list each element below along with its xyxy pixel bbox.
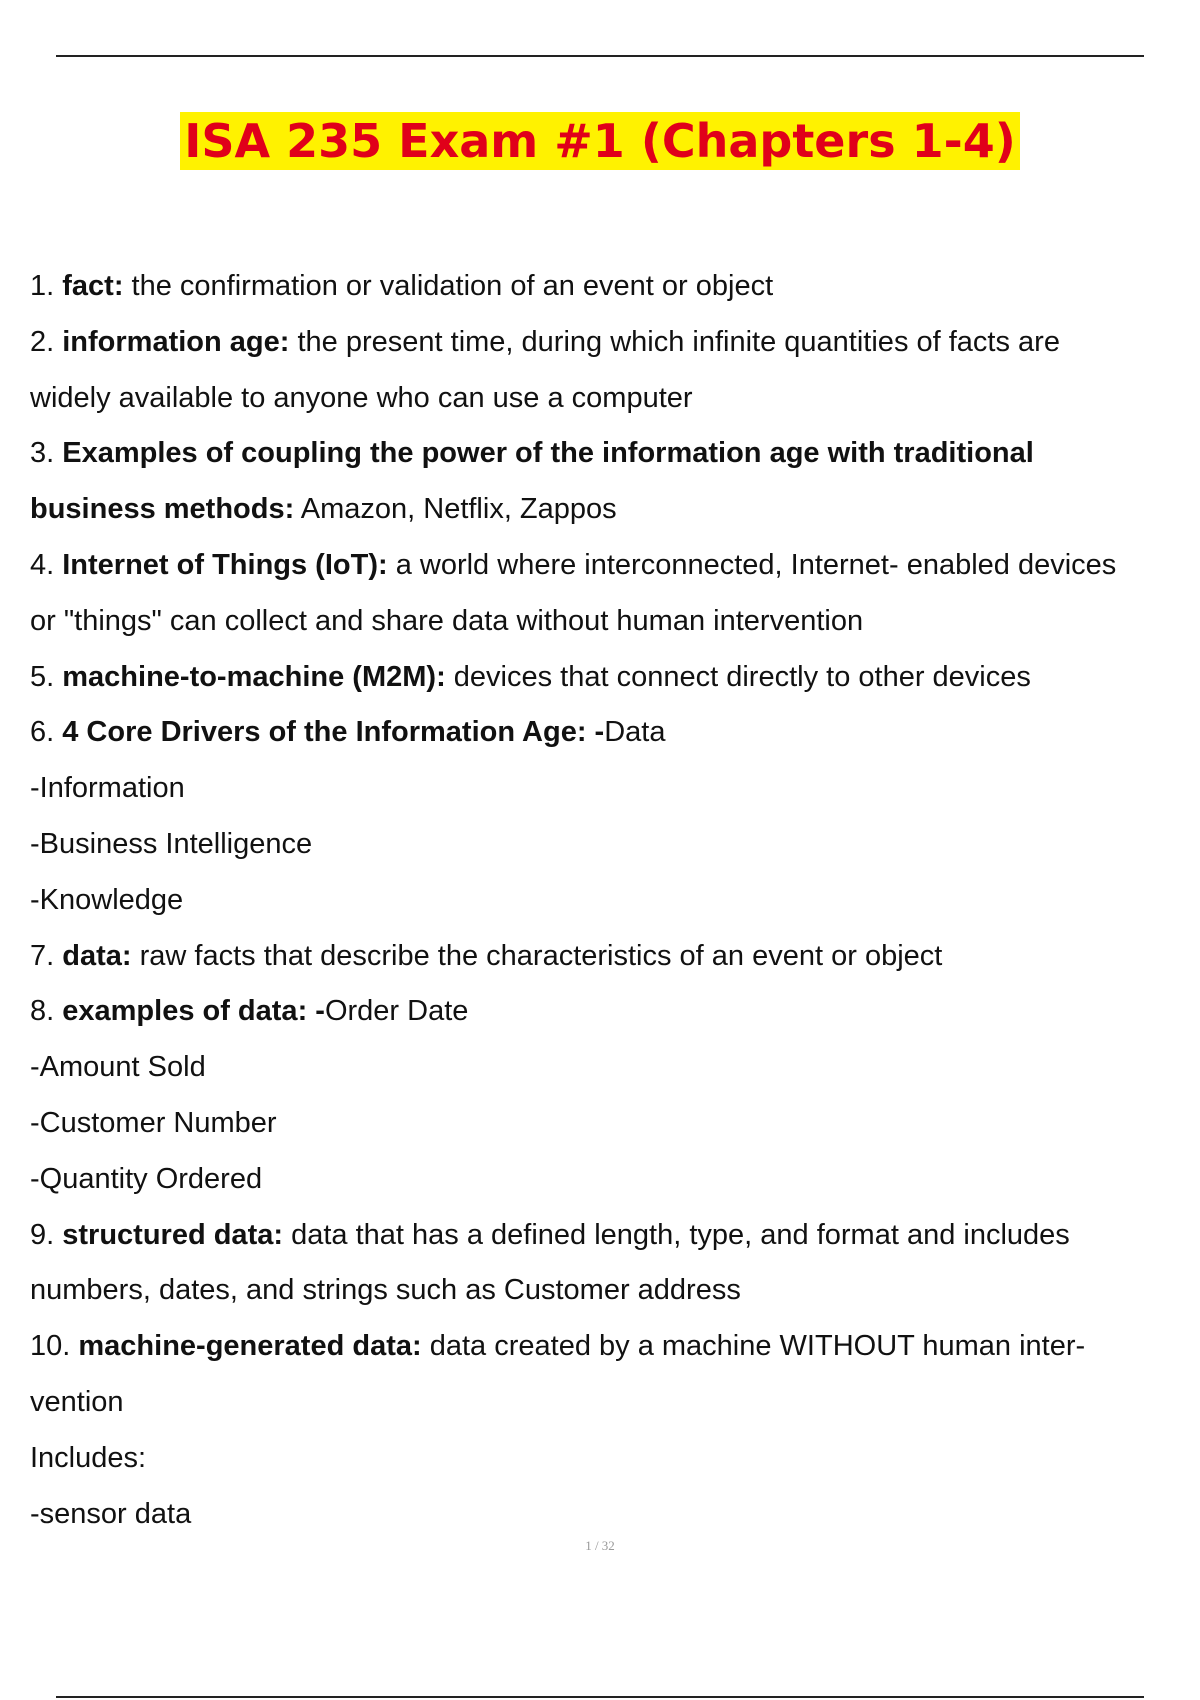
definition-text: -Customer Number (30, 1106, 277, 1139)
item-number: 6. (30, 716, 55, 749)
definition-text: devices that connect directly to other devices (453, 660, 1031, 693)
list-line (30, 705, 1190, 761)
bottom-rule (56, 1696, 1144, 1698)
definition-text: -Quantity Ordered (30, 1162, 263, 1195)
item-number: 8. (30, 995, 55, 1028)
list-line (30, 1487, 1190, 1543)
definition-text: Includes: (30, 1441, 147, 1474)
list-line (30, 371, 1190, 427)
list-line (30, 984, 1190, 1040)
list-line (30, 1431, 1190, 1487)
definition-text: a world where interconnected, Internet- enabled devices (395, 548, 1117, 581)
definition-text: -Amount Sold (30, 1051, 206, 1084)
list-line (30, 761, 1190, 817)
list-line (30, 873, 1190, 929)
list-line (30, 259, 1190, 315)
definition-text: raw facts that describe the characteristics of an event or object (139, 939, 943, 972)
item-number: 5. (30, 660, 55, 693)
flashcard-list (30, 259, 1190, 1542)
term: Internet of Things (IoT): (62, 548, 388, 581)
term: machine-generated data: (78, 1330, 422, 1363)
term: 4 Core Drivers of the Information Age: - (62, 716, 605, 749)
definition-text: vention (30, 1385, 124, 1418)
definition-text: or "things" can collect and share data without human intervention (30, 604, 864, 637)
definition-text: data that has a defined length, type, and format and includes (291, 1218, 1070, 1251)
top-rule (56, 55, 1144, 57)
term: information age: (62, 325, 290, 358)
definition-text: -sensor data (30, 1497, 192, 1530)
definition-text: Data (604, 716, 666, 749)
item-number: 3. (30, 437, 55, 470)
list-line (30, 1096, 1190, 1152)
document-title: ISA 235 Exam #1 (Chapters 1-4) (180, 112, 1019, 170)
term: Examples of coupling the power of the information age with traditional (62, 437, 1034, 470)
item-number: 4. (30, 548, 55, 581)
list-line (30, 1375, 1190, 1431)
definition-text: -Information (30, 772, 185, 805)
list-line (30, 1319, 1190, 1375)
item-number: 2. (30, 325, 55, 358)
term: machine-to-machine (M2M): (62, 660, 446, 693)
page-number: 1 / 32 (585, 1538, 615, 1553)
list-line (30, 482, 1190, 538)
term: data: (62, 939, 132, 972)
list-line (30, 315, 1190, 371)
definition-text: numbers, dates, and strings such as Customer address (30, 1274, 741, 1307)
list-line (30, 594, 1190, 650)
item-number: 10. (30, 1330, 71, 1363)
definition-text: the present time, during which infinite quantities of facts are (297, 325, 1060, 358)
definition-text: widely available to anyone who can use a computer (30, 381, 693, 414)
list-line (30, 538, 1190, 594)
item-number: 9. (30, 1218, 55, 1251)
definition-text: Amazon, Netflix, Zappos (300, 493, 617, 526)
item-number: 7. (30, 939, 55, 972)
list-line (30, 1208, 1190, 1264)
title-container (0, 112, 1200, 170)
item-number: 1. (30, 270, 55, 302)
definition-text: Order Date (324, 995, 469, 1028)
term: business methods: (30, 493, 295, 526)
list-line (30, 426, 1190, 482)
definition-text: -Knowledge (30, 883, 184, 916)
list-line (30, 1152, 1190, 1208)
definition-text: data created by a machine WITHOUT human inter- (429, 1330, 1086, 1363)
definition-text: the confirmation or validation of an event or object (131, 270, 774, 302)
list-line (30, 1263, 1190, 1319)
list-line (30, 1040, 1190, 1096)
term: structured data: (62, 1218, 284, 1251)
term: fact: (62, 270, 124, 302)
list-line (30, 817, 1190, 873)
definition-text: -Business Intelligence (30, 827, 313, 860)
list-line (30, 929, 1190, 985)
term: examples of data: - (62, 995, 325, 1028)
list-line (30, 650, 1190, 706)
